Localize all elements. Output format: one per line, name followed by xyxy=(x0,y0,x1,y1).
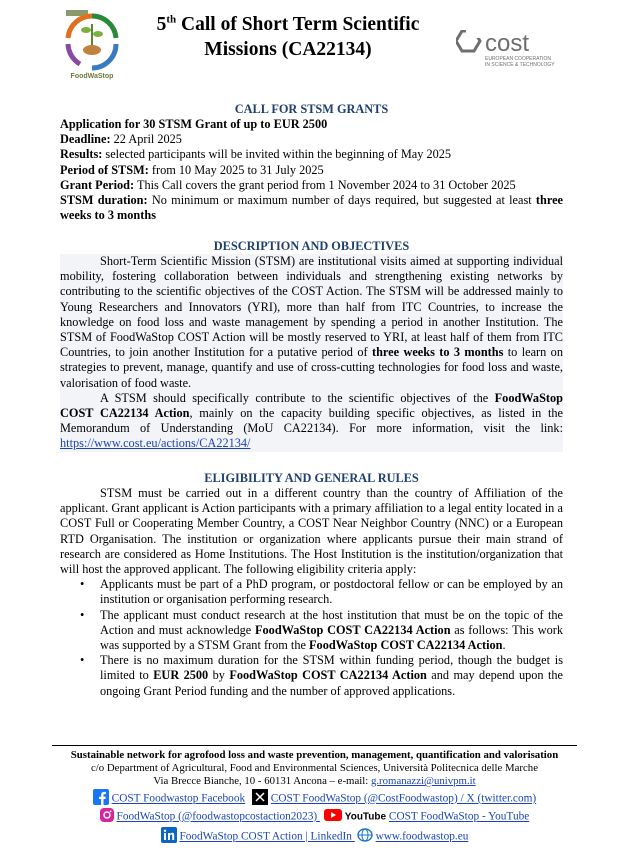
eligibility-item-2-bold-2: FoodWaStop COST CA22134 Action xyxy=(309,638,503,653)
title-number: 5 xyxy=(156,14,167,35)
application-line: Application for 30 STSM Grant of up to EUR 2500 xyxy=(60,117,328,131)
grant-value: This Call covers the grant period from 1 November 2024 to 31 October 2025 xyxy=(134,177,516,192)
eligibility-item-2 xyxy=(60,608,563,654)
youtube-link[interactable]: COST FoodWaStop - YouTube xyxy=(388,810,530,823)
title-line2: Missions (CA22134) xyxy=(204,39,372,60)
cost-logo-sub2: IN SCIENCE & TECHNOLOGY xyxy=(485,62,555,68)
results-line xyxy=(60,147,563,162)
title-line1: Call of Short Term Scientific xyxy=(176,14,420,35)
linkedin-icon xyxy=(161,827,177,847)
footer-address-2 xyxy=(52,775,577,788)
footer-address-text: Via Brecce Bianche, 10 - 60131 Ancona – e-mail: xyxy=(153,775,371,787)
eligibility-item-2-bold-1: FoodWaStop COST CA22134 Action xyxy=(255,622,451,637)
eligibility-item-3-bold-2: FoodWaStop COST CA22134 Action xyxy=(229,668,427,683)
description-p2-bold: FoodWaStop COST CA22134 Action xyxy=(60,390,563,421)
eligibility-item-2-text-b: as follows: This work was supported by a STSM Grant from the xyxy=(100,622,563,653)
social-row-3 xyxy=(52,827,577,847)
eligibility-item-3 xyxy=(60,653,563,699)
eligibility-list xyxy=(60,577,563,699)
description-p2-text-b: , mainly on the capacity building specific objectives, as listed in the Memorandum of Understanding (MoU CA22134). For more information, visit the link: xyxy=(60,406,564,436)
duration-line xyxy=(60,193,563,223)
period-line xyxy=(60,163,563,178)
results-value: selected participants will be invited within the beginning of May 2025 xyxy=(102,147,452,162)
description-heading: DESCRIPTION AND OBJECTIVES xyxy=(213,239,410,253)
social-row-2 xyxy=(52,808,577,826)
eligibility-item-3-text-c: and may depend upon the ongoing Grant Period funding and the number of approved applications. xyxy=(100,668,563,698)
deadline-value: 22 April 2025 xyxy=(110,132,182,147)
cost-logo xyxy=(456,30,566,70)
cost-logo-sub1: EUROPEAN COOPERATION xyxy=(485,56,552,62)
footer-tagline: Sustainable network for agrofood loss and waste prevention, management, quantification and valorisation xyxy=(70,749,559,761)
youtube-icon xyxy=(324,809,342,825)
results-label: Results: xyxy=(60,147,103,162)
description-p1-text-b: to learn on strategies to prevent, manage, quantify and use of cross-cutting technologies for food loss and waste, valorisation of food waste. xyxy=(60,345,563,390)
call-details xyxy=(60,117,563,223)
globe-icon xyxy=(357,828,373,846)
social-row-1 xyxy=(52,789,577,809)
instagram-icon xyxy=(100,808,114,826)
description-body xyxy=(60,254,563,452)
bullet-icon: • xyxy=(80,577,85,592)
footer-address-1: c/o Department of Agricultural, Food and Environmental Sciences, Università Politecnica delle Marche xyxy=(90,762,539,774)
cost-action-link[interactable]: https://www.cost.eu/actions/CA22134/ xyxy=(60,436,251,451)
period-label: Period of STSM: xyxy=(60,162,149,177)
description-paragraph-2 xyxy=(60,391,563,452)
eligibility-item-2-text-c: . xyxy=(502,638,506,653)
description-p2-text-a: A STSM should specifically contribute to the scientific objectives of the xyxy=(100,390,495,405)
cost-logo-word: cost xyxy=(485,30,530,57)
linkedin-link[interactable]: FoodWaStop COST Action | LinkedIn xyxy=(179,830,355,843)
facebook-link[interactable]: COST Foodwastop Facebook xyxy=(111,792,246,805)
description-paragraph-1 xyxy=(60,254,563,391)
eligibility-item-3-text-a: There is no maximum duration for the STSM within funding period, though the budget is limited to xyxy=(100,653,563,683)
title-superscript: th xyxy=(166,13,177,26)
eligibility-item-1-text: Applicants must be part of a PhD program, or postdoctoral fellow or can be employed by an institution or organisation performing research. xyxy=(100,577,563,607)
x-twitter-link[interactable]: COST FoodWaStop (@CostFoodwastop) / X (twitter.com) xyxy=(270,792,537,805)
duration-bold: three weeks to 3 months xyxy=(60,193,563,223)
eligibility-heading: ELIGIBILITY AND GENERAL RULES xyxy=(204,471,419,485)
facebook-icon xyxy=(93,789,109,809)
bullet-icon: • xyxy=(80,653,85,668)
duration-value: No minimum or maximum number of days required, but suggested at least xyxy=(147,193,536,208)
eligibility-item-3-text-b: by xyxy=(208,668,230,683)
eligibility-item-1 xyxy=(60,577,563,607)
deadline-line xyxy=(60,132,563,147)
footer-divider xyxy=(52,745,577,746)
youtube-wordmark: YouTube xyxy=(344,811,387,823)
foodwastop-logo xyxy=(58,8,126,82)
email-link[interactable]: g.romanazzi@univpm.it xyxy=(370,775,476,787)
page-title xyxy=(128,12,448,62)
eligibility-item-2-text-a: The applicant must conduct research at the host institution that must be on the topic of the Action and must acknowledge xyxy=(100,607,563,637)
duration-label: STSM duration: xyxy=(60,193,148,208)
website-link[interactable]: www.foodwastop.eu xyxy=(375,830,469,843)
bullet-icon: • xyxy=(80,607,85,622)
x-icon xyxy=(252,789,268,809)
call-heading: CALL FOR STSM GRANTS xyxy=(234,102,389,116)
eligibility-intro: STSM must be carried out in a different country than the country of Affiliation of the applicant. Grant applicant is Action participants with a primary affiliation to a legal entity located in a COST Full or Cooperating Member Country, a COST Near Neighbor Country (NNC) or a European RTD Organisation. The institution or organization where applicants pursue their main strand of research are considered as Home Institutions. The Host Institution is the institution/organization that will host the approved applicant. The following eligibility criteria apply: xyxy=(60,486,563,577)
period-value: from 10 May 2025 to 31 July 2025 xyxy=(148,162,324,177)
eligibility-item-3-bold-1: EUR 2500 xyxy=(153,668,209,683)
deadline-label: Deadline: xyxy=(60,132,111,147)
grant-label: Grant Period: xyxy=(60,177,135,192)
grant-line xyxy=(60,178,563,193)
description-p1-bold: three weeks to 3 months xyxy=(371,345,504,360)
description-p1-text-a: Short-Term Scientific Mission (STSM) are institutional visits aimed at supporting individual mobility, fostering collaboration between individuals and strengthening existing networks by contributing to the scientific objectives of the COST Action. The STSM will be addressed mainly to Young Researchers and Innovators (YRI), more than half from ITC Countries, to increase the knowledge on food loss and waste management by spending a period in another Institution. The STSM of FoodWaStop COST Action will be mostly reserved to YRI, at least half of them from ITC Countries, to join another Institution for a putative period of xyxy=(60,254,563,360)
eligibility-body xyxy=(60,486,563,699)
instagram-link[interactable]: FoodWaStop (@foodwastopcostaction2023) xyxy=(116,810,320,823)
foodwastop-logo-text: FoodWaStop xyxy=(70,73,114,80)
